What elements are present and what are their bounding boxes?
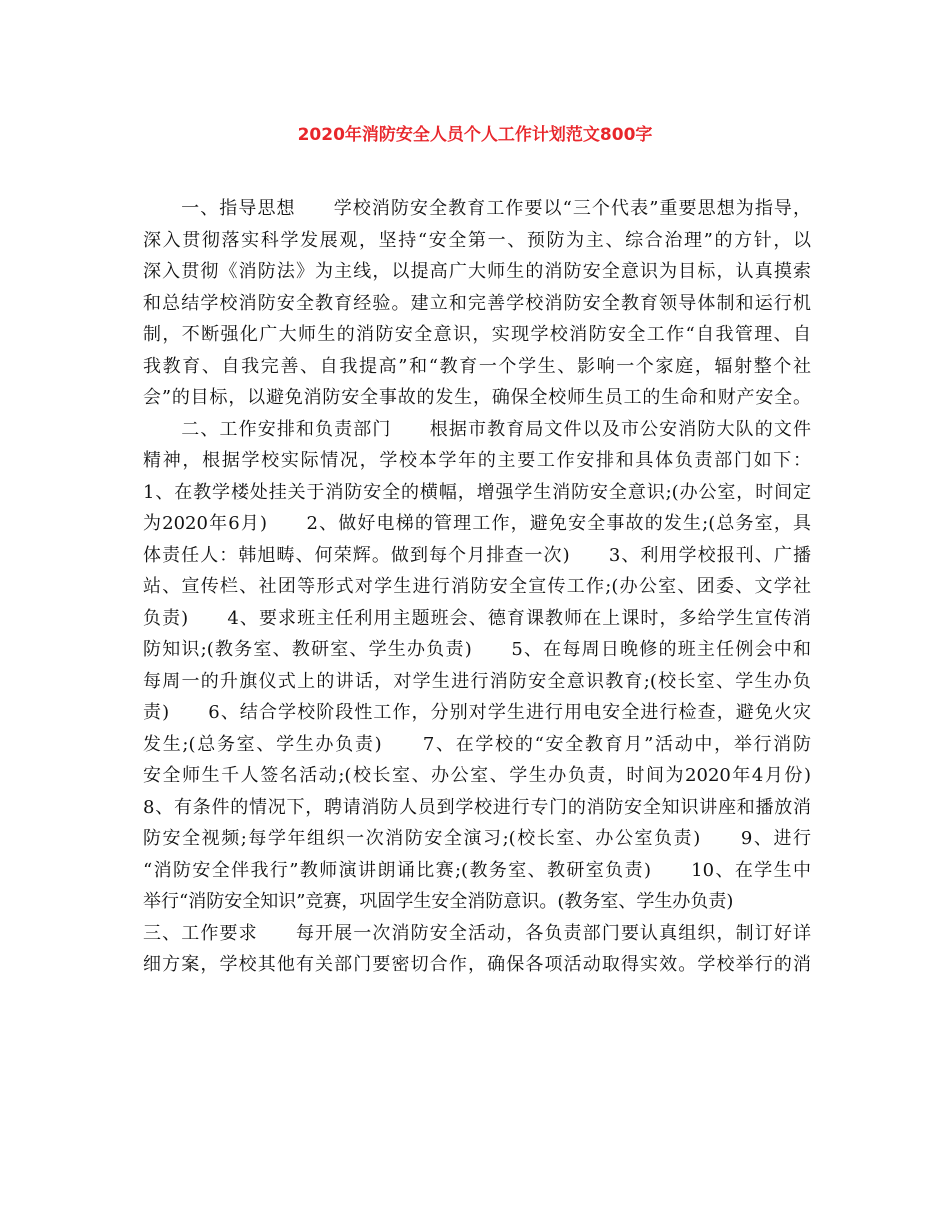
body-line: 会”的目标，以避免消防安全事故的发生，确保全校师生员工的生命和财产安全。 [143,387,811,408]
body-line: 责) 6、结合学校阶段性工作，分别对学生进行用电安全进行检查，避免火灾 [143,702,811,723]
body-line: 深入贯彻落实科学发展观，坚持“安全第一、预防为主、综合治理”的方针，以 [143,229,811,251]
body-line: 8、有条件的情况下，聘请消防人员到学校进行专门的消防安全知识讲座和播放消 [143,796,811,818]
body-line: 二、工作安排和负责部门 根据市教育局文件以及市公安消防大队的文件 [143,418,811,440]
body-line: 发生;(总务室、学生办负责) 7、在学校的“安全教育月”活动中，举行消防 [143,733,811,755]
body-line: 为2020年6月) 2、做好电梯的管理工作，避免安全事故的发生;(总务室，具 [143,513,811,534]
document-body [143,193,811,981]
body-line: 防安全视频;每学年组织一次消防安全演习;(校长室、办公室负责) 9、进行 [143,828,811,849]
body-line: 防知识;(教务室、教研室、学生办负责) 5、在每周日晚修的班主任例会中和 [143,639,811,660]
body-line: 细方案，学校其他有关部门要密切合作，确保各项活动取得实效。学校举行的消 [143,954,811,975]
body-line: 我教育、自我完善、自我提高”和“教育一个学生、影响一个家庭，辐射整个社 [143,355,811,377]
body-line: 举行“消防安全知识”竞赛，巩固学生安全消防意识。(教务室、学生办负责) [143,891,734,912]
body-line: 安全师生千人签名活动;(校长室、办公室、学生办负责，时间为2020年4月份) [143,765,811,786]
body-line: 1、在教学楼处挂关于消防安全的横幅，增强学生消防安全意识;(办公室，时间定 [143,481,811,503]
body-line: 深入贯彻《消防法》为主线，以提高广大师生的消防安全意识为目标，认真摸索 [143,261,811,282]
body-line: 负责) 4、要求班主任利用主题班会、德育课教师在上课时，多给学生宣传消 [143,607,811,629]
body-line: 制，不断强化广大师生的消防安全意识，实现学校消防安全工作“自我管理、自 [143,324,811,345]
body-line: “消防安全伴我行”教师演讲朗诵比赛;(教务室、教研室负责) 10、在学生中 [143,859,811,881]
body-line: 一、指导思想 学校消防安全教育工作要以“三个代表”重要思想为指导， [143,198,811,219]
document-title: 2020年消防安全人员个人工作计划范文800字 [297,125,653,145]
body-line: 体责任人：韩旭畴、何荣辉。做到每个月排查一次) 3、利用学校报刊、广播 [143,544,811,566]
body-line: 站、宣传栏、社团等形式对学生进行消防安全宣传工作;(办公室、团委、文学社 [143,576,811,597]
body-line: 三、工作要求 每开展一次消防安全活动，各负责部门要认真组织，制订好详 [143,922,811,944]
body-line: 每周一的升旗仪式上的讲话，对学生进行消防安全意识教育;(校长室、学生办负 [143,670,811,692]
body-line: 精神，根据学校实际情况，学校本学年的主要工作安排和具体负责部门如下： [143,450,811,471]
body-line: 和总结学校消防安全教育经验。建立和完善学校消防安全教育领导体制和运行机 [143,292,811,314]
